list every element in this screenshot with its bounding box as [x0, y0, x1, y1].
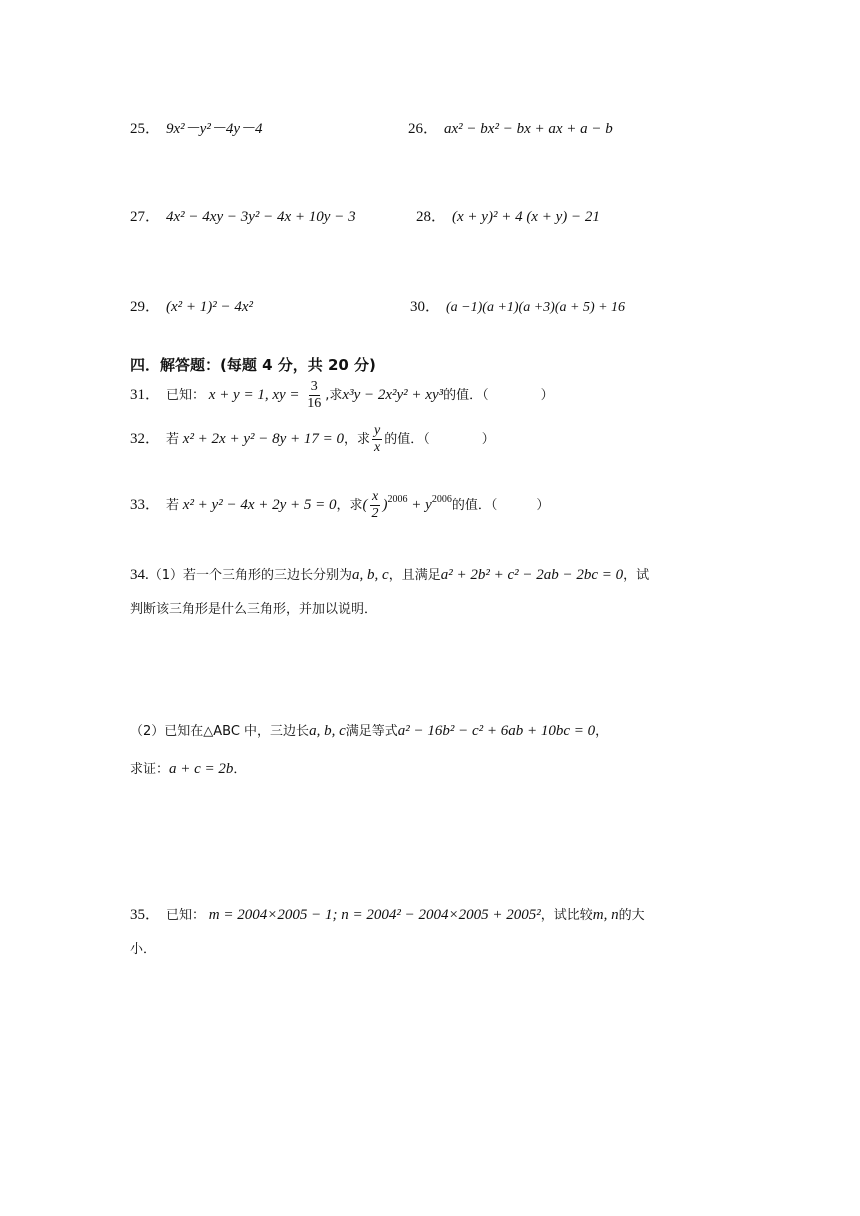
question-34-prove [130, 760, 246, 778]
question-lead: 若 [166, 497, 180, 513]
question-ask-end: 的值．（ ） [443, 387, 554, 403]
problem-expression: ax² − bx² − bx + ax + a − b [444, 121, 613, 137]
exponent: 2006 [431, 493, 452, 505]
fraction-denominator: 2 [371, 506, 379, 521]
question-text: 满足等式 [345, 724, 398, 739]
problem-number: 30． [410, 299, 441, 315]
fraction-numerator: x [371, 489, 379, 504]
problem-expression: 9x²－y²－4y－4 [166, 121, 263, 137]
problem-expression: (x² + 1)² − 4x² [166, 299, 254, 315]
question-expression: x³y − 2x²y² + xy³ [342, 386, 444, 403]
question-number: 31． [130, 386, 161, 403]
question-condition: x² + 2x + y² − 8y + 17 = 0 [182, 430, 345, 447]
problem-25 [130, 120, 262, 138]
problem-29 [130, 298, 253, 316]
problem-30 [410, 298, 625, 317]
prove-label: 求证： [130, 762, 170, 777]
question-condition: x + y = 1, xy = [208, 386, 300, 403]
question-35-line2: 小． [130, 942, 157, 957]
question-ask-end: 的值．（ ） [384, 431, 495, 447]
period: ． [233, 762, 247, 777]
exponent: 2006 [387, 493, 408, 505]
question-text: ，且满足 [388, 568, 441, 583]
question-32 [130, 424, 495, 455]
question-number: 34. [130, 567, 149, 583]
question-text: （2）已知在△ABC 中，三边长 [130, 724, 310, 739]
question-31 [130, 380, 554, 411]
problem-number: 26． [408, 121, 439, 137]
question-vars: m, n [592, 907, 619, 923]
fraction-numerator: 3 [310, 379, 318, 394]
question-lead: 已知： [166, 908, 206, 923]
question-equation: a² − 16b² − c² + 6ab + 10bc = 0 [397, 723, 596, 739]
question-34-part2 [130, 722, 608, 740]
problem-number: 27． [130, 209, 161, 225]
problem-number: 29． [130, 299, 161, 315]
problem-27 [130, 208, 356, 226]
question-condition: x² + y² − 4x + 2y + 5 = 0 [182, 496, 337, 513]
question-text: （1）若一个三角形的三边长分别为 [148, 568, 353, 583]
question-expression: m = 2004×2005 − 1; n = 2004² − 2004×2005 + 2005² [208, 907, 541, 923]
question-34-part1-line2: 判断该三角形是什么三角形，并加以说明． [130, 602, 378, 617]
fraction [372, 424, 382, 455]
problem-expression: (a −1)(a +1)(a +3)(a + 5) + 16 [446, 300, 626, 315]
question-term: + y [411, 496, 432, 513]
problem-number: 28． [416, 209, 447, 225]
question-vars: a, b, c [309, 723, 346, 739]
problem-expression: 4x² − 4xy − 3y² − 4x + 10y − 3 [166, 209, 356, 225]
question-35 [130, 906, 645, 924]
question-34-part1 [130, 566, 649, 584]
question-ask-end: 的值．（ ） [451, 497, 550, 513]
question-33: 33． 若 x² + y² − 4x + 2y + 5 = 0，求( $\frac{x}{2}$ )$^{2006} + y^{2006}$的值．（ ） [130, 489, 550, 521]
prove-expression: a + c = 2b [169, 761, 234, 777]
question-text: ，试 [623, 568, 650, 583]
problem-expression: (x + y)² + 4 (x + y) − 21 [452, 209, 600, 225]
question-lead: 若 [166, 431, 180, 447]
question-ask: ，求 [344, 431, 371, 447]
section-heading: 四．解答题：(每题 4 分，共 20 分) [130, 356, 376, 374]
fraction [305, 380, 323, 411]
problem-26 [408, 120, 613, 138]
question-lead: 已知： [166, 387, 206, 403]
question-number: 35． [130, 907, 161, 923]
question-equation: a² + 2b² + c² − 2ab − 2bc = 0 [440, 567, 624, 583]
question-vars: a, b, c [352, 567, 389, 583]
fraction-denominator: 16 [307, 396, 322, 411]
fraction-denominator: x [374, 440, 381, 455]
fraction-numerator: y [374, 423, 381, 438]
question-text: ，试比较 [540, 908, 593, 923]
fraction [370, 490, 381, 521]
question-text: ， [595, 724, 609, 739]
problem-number: 25． [130, 121, 161, 137]
question-number: 32． [130, 430, 161, 447]
question-text: 的大 [618, 908, 645, 923]
problem-28 [416, 208, 600, 226]
question-number: 33． [130, 496, 161, 513]
question-ask: ，求 [336, 497, 363, 513]
question-ask: ,求 [325, 387, 343, 403]
